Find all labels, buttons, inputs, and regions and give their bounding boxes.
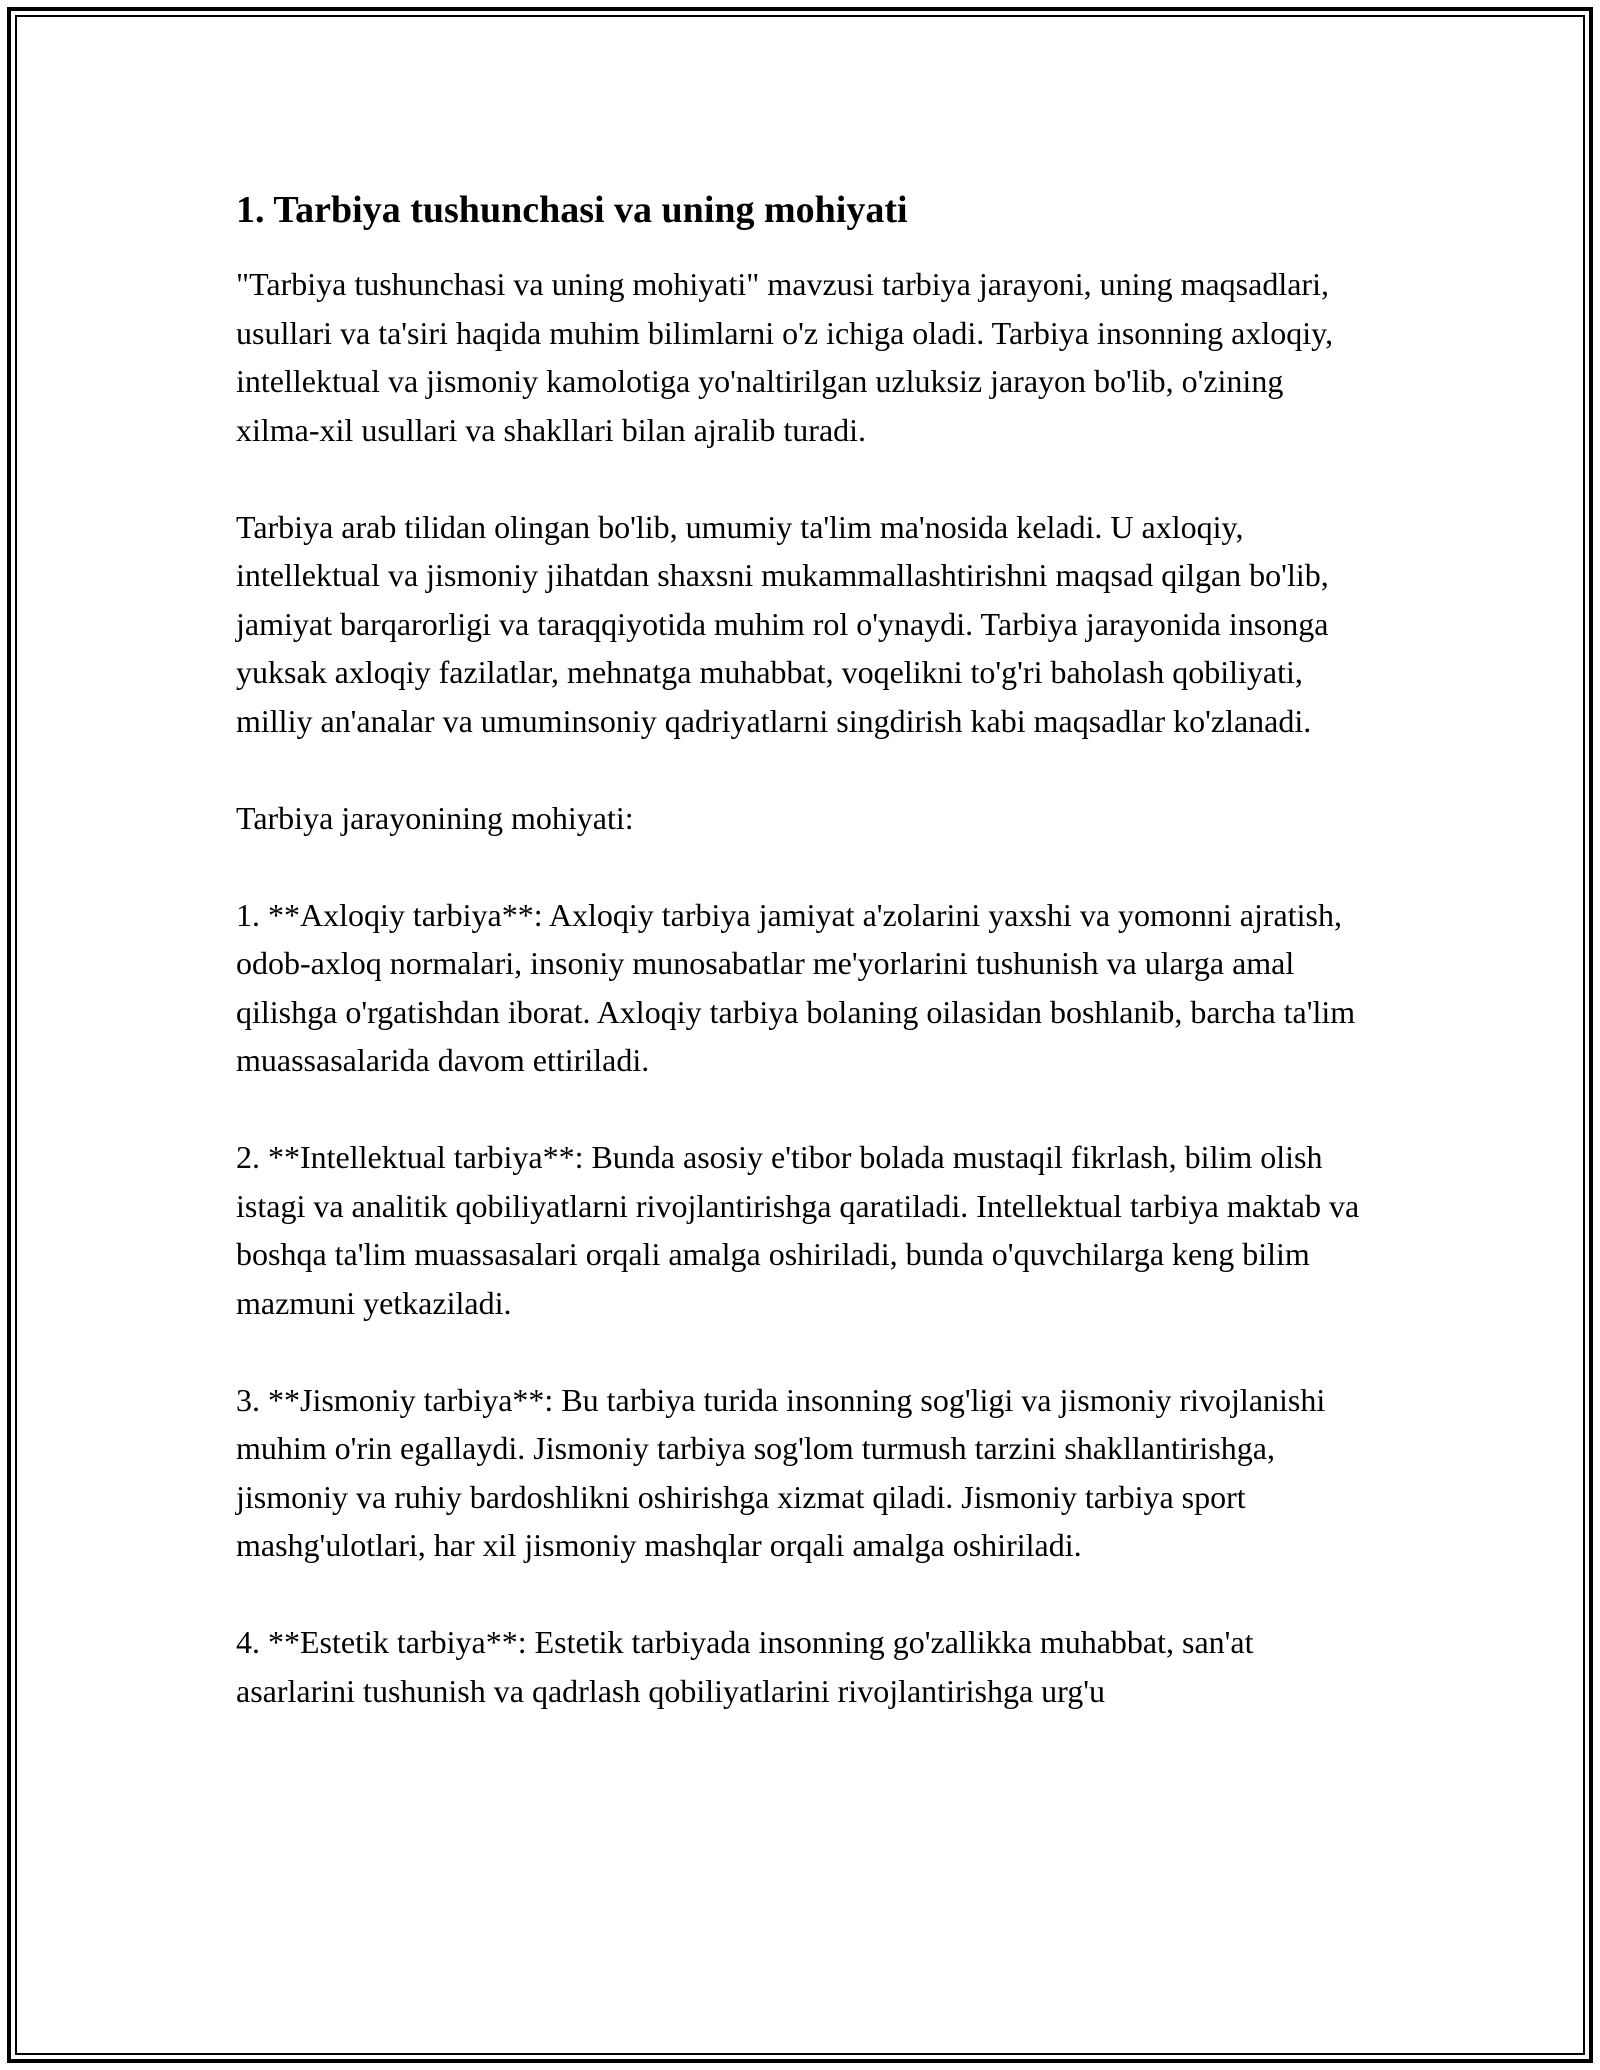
list-item-aesthetic-education: 4. **Estetik tarbiya**: Estetik tarbiyada insonning go'zallikka muhabbat, san'at asarlarini tushunish va qadrlash qobiliyatlarini rivojlantirishga urg'u bbox=[236, 1624, 1254, 1709]
paragraph-intro: "Tarbiya tushunchasi va uning mohiyati" mavzusi tarbiya jarayoni, uning maqsadlari, usullari va ta'siri haqida muhim bilimlarni o'z ichiga oladi. Tarbiya insonning axloqiy, intellektual va jismoniy kamolotiga yo'naltirilgan uzluksiz jarayon bo'lib, o'zining xilma-xil usullari va shakllari bilan ajralib turadi. bbox=[236, 266, 1334, 448]
document-body bbox=[236, 186, 1366, 1715]
list-item-moral-education: 1. **Axloqiy tarbiya**: Axloqiy tarbiya jamiyat a'zolarini yaxshi va yomonni ajratish, odob-axloq normalari, insoniy munosabatlar me'yorlarini tushunish va ularga amal qilishga o'rgatishdan iborat. Axloqiy tarbiya bolaning oilasidan boshlanib, barcha ta'lim muassasalarida davom ettiriladi. bbox=[236, 896, 1356, 1078]
list-item-physical-education: 3. **Jismoniy tarbiya**: Bu tarbiya turida insonning sog'ligi va jismoniy rivojlanishi muhim o'rin egallaydi. Jismoniy tarbiya sog'lom turmush tarzini shakllantirishga, jismoniy va ruhiy bardoshlikni oshirishga xizmat qiladi. Jismoniy tarbiya sport mashg'ulotlari, har xil jismoniy mashqlar orqali amalga oshiriladi. bbox=[236, 1381, 1326, 1563]
paragraph-definition: Tarbiya arab tilidan olingan bo'lib, umumiy ta'lim ma'nosida keladi. U axloqiy, intellektual va jismoniy jihatdan shaxsni mukammallashtirishni maqsad qilgan bo'lib, jamiyat barqarorligi va taraqqiyotida muhim rol o'ynaydi. Tarbiya jarayonida insonga yuksak axloqiy fazilatlar, mehnatga muhabbat, voqelikni to'g'ri baholash qobiliyati, milliy an'analar va umuminsoniy qadriyatlarni singdirish kabi maqsadlar ko'zlanadi. bbox=[236, 508, 1329, 739]
paragraph-essence-heading: Tarbiya jarayonining mohiyati: bbox=[236, 799, 634, 836]
list-item-intellectual-education: 2. **Intellektual tarbiya**: Bunda asosiy e'tibor bolada mustaqil fikrlash, bilim olish istagi va analitik qobiliyatlarni rivojlantirishga qaratiladi. Intellektual tarbiya maktab va boshqa ta'lim muassasalari orqali amalga oshiriladi, bunda o'quvchilarga keng bilim mazmuni yetkaziladi. bbox=[236, 1139, 1360, 1321]
page-title: 1. Tarbiya tushunchasi va uning mohiyati bbox=[236, 189, 908, 231]
